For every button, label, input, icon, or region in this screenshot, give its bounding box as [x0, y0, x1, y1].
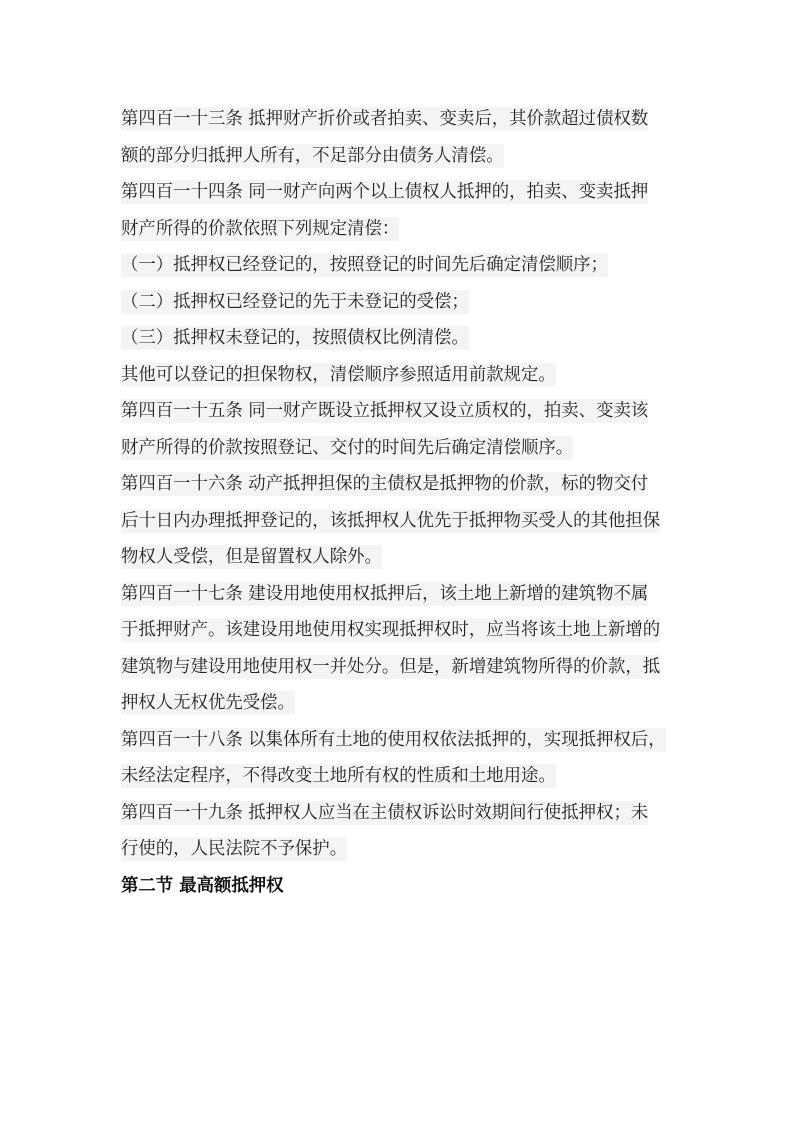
article-416-line-3: 物权人受偿，但是留置权人除外。	[121, 547, 382, 567]
article-416-line-2: 后十日内办理抵押登记的，该抵押权人优先于抵押物买受人的其他担保	[121, 510, 661, 531]
article-419-line-1: 第四百一十九条 抵押权人应当在主债权诉讼时效期间行使抵押权；未	[121, 802, 649, 823]
text-line	[121, 831, 681, 868]
article-419-line-2: 行使的，人民法院不予保护。	[121, 839, 348, 859]
article-415-line-2: 财产所得的价款按照登记、交付的时间先后确定清偿顺序。	[121, 437, 574, 458]
text-line	[121, 357, 681, 394]
article-418-line-1: 第四百一十八条 以集体所有土地的使用权依法抵押的，实现抵押权后，	[121, 729, 666, 750]
text-line	[121, 649, 681, 686]
article-414-line-last: 其他可以登记的担保物权，清偿顺序参照适用前款规定。	[121, 364, 556, 385]
article-416-line-1: 第四百一十六条 动产抵押担保的主债权是抵押物的价款，标的物交付	[121, 474, 649, 494]
text-line	[121, 101, 681, 138]
article-414-item-3: （三）抵押权未登记的，按照债权比例清偿。	[121, 328, 469, 348]
text-line	[121, 393, 681, 430]
article-414-item-2: （二）抵押权已经登记的先于未登记的受偿；	[121, 291, 469, 312]
text-line	[121, 211, 681, 248]
text-line	[121, 722, 681, 759]
article-417-line-1: 第四百一十七条 建设用地使用权抵押后，该土地上新增的建筑物不属	[121, 583, 649, 604]
text-line	[121, 247, 681, 284]
text-line	[121, 758, 681, 795]
article-415-line-1: 第四百一十五条 同一财产既设立抵押权又设立质权的，拍卖、变卖该	[121, 401, 649, 421]
article-417-line-3: 建筑物与建设用地使用权一并处分。但是，新增建筑物所得的价款，抵	[121, 656, 661, 677]
text-line	[121, 612, 681, 649]
article-414-line-2: 财产所得的价款依照下列规定清偿：	[121, 218, 400, 239]
article-417-line-4: 押权人无权优先受偿。	[121, 693, 295, 713]
document-body	[121, 101, 681, 904]
article-417-line-2: 于抵押财产。该建设用地使用权实现抵押权时，应当将该土地上新增的	[121, 620, 661, 640]
article-418-line-2: 未经法定程序，不得改变土地所有权的性质和土地用途。	[121, 766, 556, 786]
section-heading: 第二节 最高额抵押权	[121, 875, 284, 896]
text-line	[121, 138, 681, 175]
text-line	[121, 284, 681, 321]
text-line	[121, 795, 681, 832]
text-line	[121, 539, 681, 576]
text-line	[121, 685, 681, 722]
text-line	[121, 503, 681, 540]
text-line	[121, 174, 681, 211]
text-line	[121, 576, 681, 613]
article-413-line-1: 第四百一十三条 抵押财产折价或者拍卖、变卖后，其价款超过债权数	[121, 109, 649, 129]
text-line	[121, 320, 681, 357]
article-414-line-1: 第四百一十四条 同一财产向两个以上债权人抵押的，拍卖、变卖抵押	[121, 182, 649, 202]
text-line	[121, 466, 681, 503]
article-414-item-1: （一）抵押权已经登记的，按照登记的时间先后确定清偿顺序；	[121, 255, 608, 275]
text-line	[121, 430, 681, 467]
article-413-line-2: 额的部分归抵押人所有，不足部分由债务人清偿。	[121, 145, 504, 166]
